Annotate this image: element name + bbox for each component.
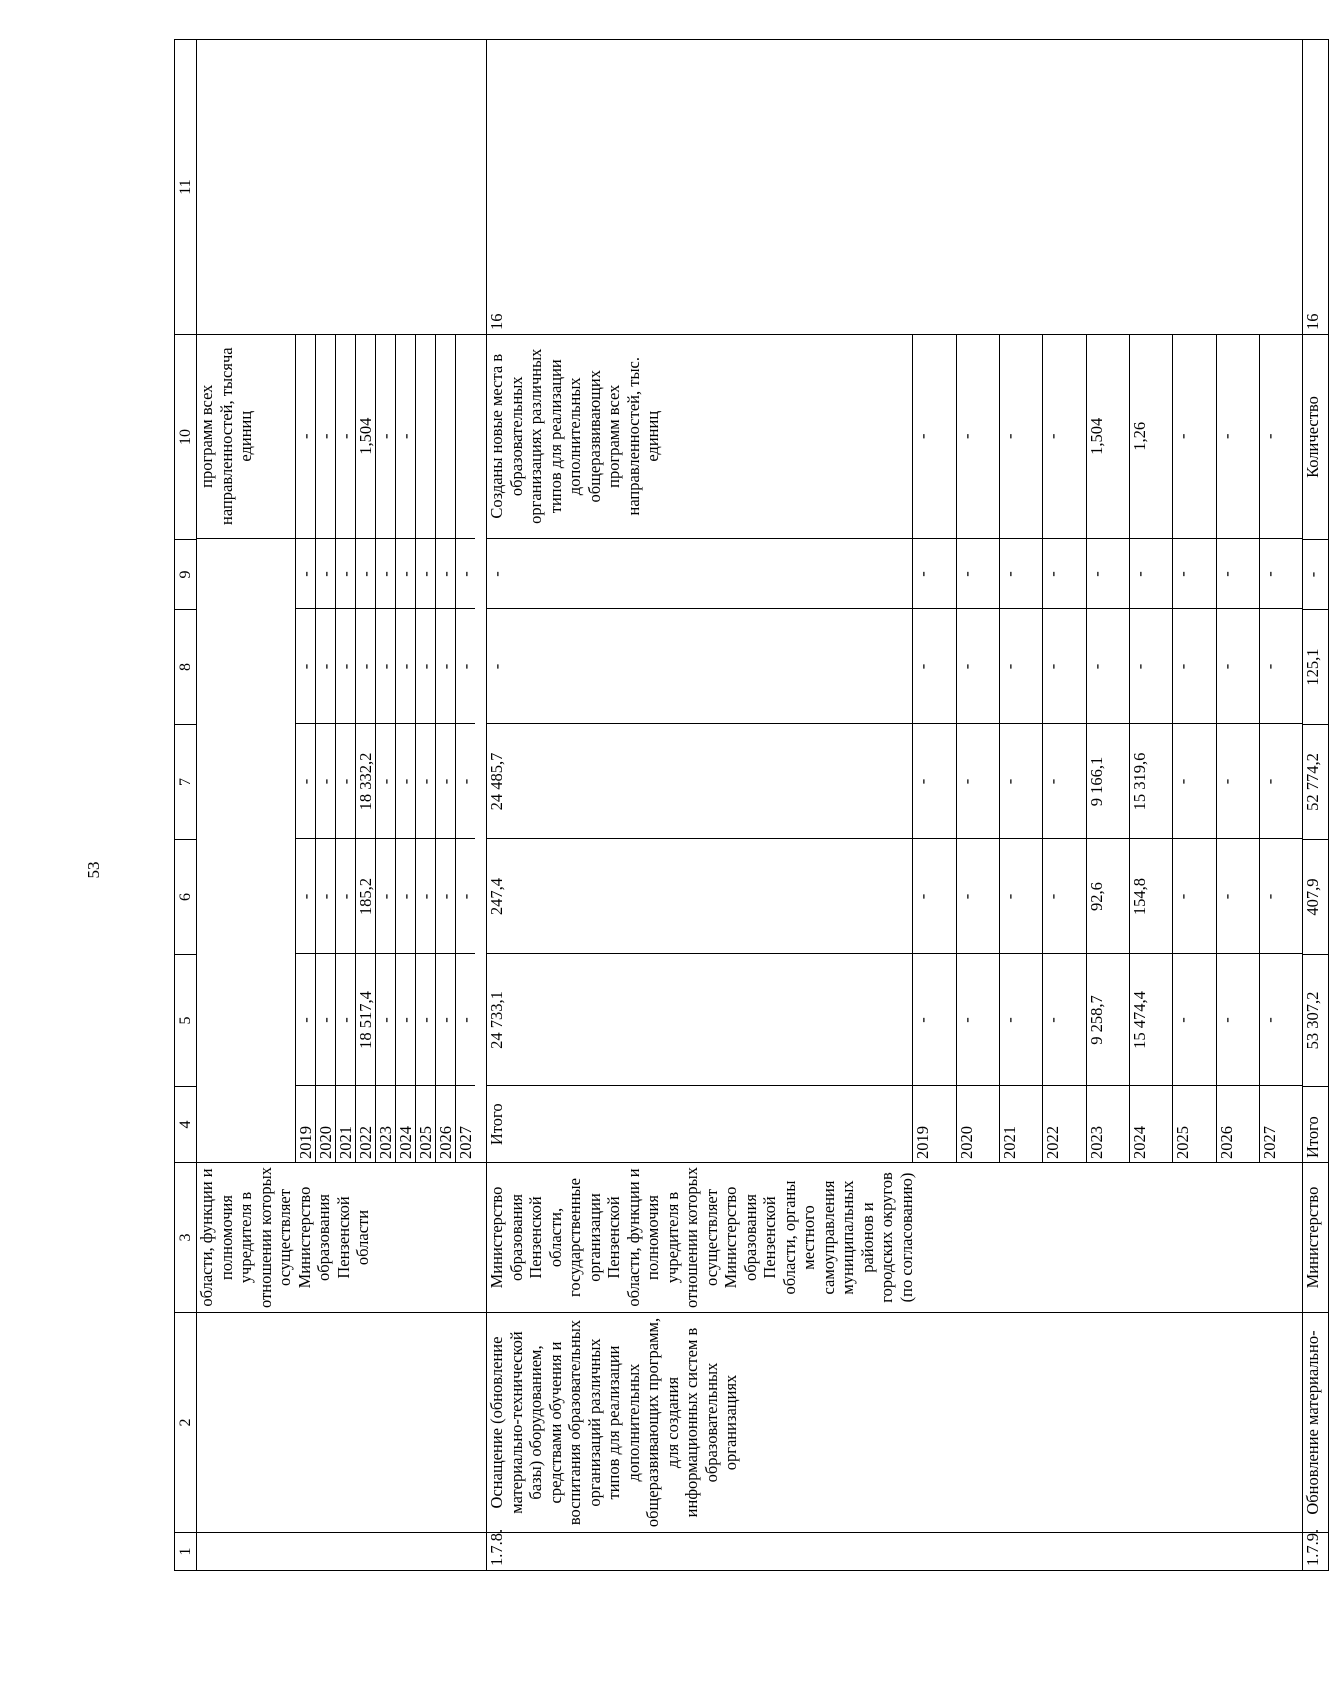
block-c-num: 1.7.9. — [1303, 1533, 1329, 1571]
value-cell: 15 319,6 — [1130, 724, 1173, 839]
block-b-total-6: 247,4 — [487, 839, 913, 954]
value-cell — [416, 334, 436, 539]
value-cell: - — [1043, 334, 1086, 539]
value-cell: - — [396, 839, 416, 954]
rotated-table-wrapper — [174, 40, 1322, 1571]
value-cell: - — [316, 839, 336, 954]
year-cell: 2023 — [376, 1086, 396, 1162]
value-cell: - — [296, 724, 316, 839]
block-a-col11 — [197, 40, 487, 335]
year-row — [436, 334, 456, 1162]
value-cell: - — [1216, 724, 1259, 839]
value-cell: - — [1173, 334, 1216, 539]
block-b-total-7: 24 485,7 — [487, 724, 913, 839]
value-cell: - — [456, 954, 476, 1086]
value-cell: - — [376, 609, 396, 724]
value-cell: - — [1000, 334, 1043, 539]
value-cell: - — [296, 539, 316, 609]
block-c-col4: Итого — [1303, 1087, 1329, 1163]
value-cell: - — [456, 609, 476, 724]
value-cell: - — [296, 954, 316, 1086]
value-cell: 185,2 — [356, 839, 376, 954]
value-cell: - — [1173, 954, 1216, 1086]
value-cell: 1,26 — [1130, 334, 1173, 539]
value-cell: 1,504 — [1086, 334, 1129, 539]
col-header: 3 — [175, 1163, 197, 1313]
value-cell: - — [1216, 839, 1259, 954]
value-cell: - — [913, 954, 956, 1086]
value-cell: - — [316, 724, 336, 839]
value-cell: - — [1043, 724, 1086, 839]
value-cell: 92,6 — [1086, 839, 1129, 954]
value-cell: - — [1260, 539, 1302, 609]
value-cell: 18 517,4 — [356, 954, 376, 1086]
value-cell: - — [396, 609, 416, 724]
block-a-executor: области, функции и полномочия учредителя в отношении которых осуществляет Министерство образования Пензенской области — [197, 1163, 487, 1313]
year-row — [1043, 334, 1086, 1162]
value-cell — [436, 334, 456, 539]
year-cell: 2024 — [396, 1086, 416, 1162]
value-cell: - — [416, 954, 436, 1086]
value-cell: - — [356, 609, 376, 724]
value-cell: - — [416, 539, 436, 609]
value-cell: - — [396, 539, 416, 609]
year-cell: 2023 — [1086, 1086, 1129, 1162]
value-cell: - — [356, 539, 376, 609]
value-cell: - — [336, 539, 356, 609]
year-cell: 2021 — [336, 1086, 356, 1162]
value-cell: - — [336, 839, 356, 954]
col-header: 8 — [175, 610, 197, 725]
value-cell: - — [396, 724, 416, 839]
value-cell: 9 166,1 — [1086, 724, 1129, 839]
value-cell: - — [913, 539, 956, 609]
col-header: 5 — [175, 955, 197, 1087]
block-c-row — [1303, 40, 1329, 1571]
year-row — [913, 334, 956, 1162]
value-cell: - — [436, 839, 456, 954]
value-cell: - — [913, 839, 956, 954]
value-cell: - — [436, 539, 456, 609]
page-number: 53 — [84, 861, 103, 879]
block-a-row — [197, 40, 487, 1571]
value-cell: - — [1086, 539, 1129, 609]
value-cell: - — [416, 724, 436, 839]
value-cell: - — [1260, 839, 1302, 954]
value-cell: - — [1216, 609, 1259, 724]
year-row — [416, 334, 436, 1162]
value-cell: - — [1043, 839, 1086, 954]
year-cell: 2025 — [416, 1086, 436, 1162]
block-b-name: Оснащение (обновление материально-технической базы) оборудованием, средствами обучения и воспитания образовательных организаций различных типов для реализации дополнительных общеразвивающих программ, для создания информационных систем в образовательных организациях — [487, 1313, 1303, 1533]
value-cell: - — [956, 839, 999, 954]
value-cell: - — [1000, 839, 1043, 954]
value-cell: - — [1216, 334, 1259, 539]
value-cell: - — [336, 334, 356, 539]
block-c-col9: - — [1303, 540, 1329, 610]
block-b-total-label: Итого — [487, 1103, 506, 1146]
value-cell: - — [956, 954, 999, 1086]
block-b-total-9: - — [487, 539, 913, 609]
value-cell: - — [1130, 539, 1173, 609]
value-cell: - — [1086, 609, 1129, 724]
value-cell: - — [456, 724, 476, 839]
year-row — [1130, 334, 1173, 1162]
value-cell: - — [376, 334, 396, 539]
value-cell — [456, 334, 476, 539]
header-row — [175, 40, 197, 1571]
value-cell: - — [1000, 539, 1043, 609]
value-cell: - — [1043, 539, 1086, 609]
block-c-executor: Министерство — [1303, 1163, 1329, 1313]
year-cell: 2020 — [956, 1086, 999, 1162]
value-cell: - — [1173, 539, 1216, 609]
value-cell: - — [436, 954, 456, 1086]
value-cell: - — [456, 839, 476, 954]
block-b-col11: 16 — [487, 40, 1303, 335]
value-cell: - — [316, 539, 336, 609]
year-cell: 2026 — [1216, 1086, 1259, 1162]
block-c-name: Обновление материально- — [1303, 1313, 1329, 1533]
value-cell: - — [913, 334, 956, 539]
value-cell: - — [316, 609, 336, 724]
value-cell: - — [376, 724, 396, 839]
value-cell: - — [376, 539, 396, 609]
value-cell: - — [1260, 609, 1302, 724]
year-cell: 2022 — [356, 1086, 376, 1162]
col-header: 6 — [175, 840, 197, 955]
value-cell: - — [436, 724, 456, 839]
col-header: 9 — [175, 540, 197, 610]
year-row — [1260, 334, 1302, 1162]
value-cell: - — [336, 724, 356, 839]
col-header: 1 — [175, 1533, 197, 1571]
block-a-name — [197, 1313, 487, 1533]
value-cell: - — [1000, 724, 1043, 839]
block-b-row — [487, 40, 1303, 1571]
value-cell: 9 258,7 — [1086, 954, 1129, 1086]
block-c-col8: 125,1 — [1303, 610, 1329, 725]
value-cell: - — [336, 609, 356, 724]
value-cell: - — [956, 334, 999, 539]
value-cell: - — [956, 724, 999, 839]
year-cell: 2020 — [316, 1086, 336, 1162]
block-b-executor: Министерство образования Пензенской области, государственные организации Пензенской области, функции и полномочия учредителя в отношении которых осуществляет Министерство образования Пензенской области, органы местного самоуправления муниципальных районов и городских округов (по согласованию) — [487, 1163, 1303, 1313]
block-a-num — [197, 1533, 487, 1571]
year-cell: 2024 — [1130, 1086, 1173, 1162]
year-cell: 2021 — [1000, 1086, 1043, 1162]
value-cell: - — [1216, 539, 1259, 609]
value-cell: - — [296, 609, 316, 724]
value-cell: - — [1260, 954, 1302, 1086]
block-c-col11: 16 — [1303, 40, 1329, 335]
value-cell: - — [296, 839, 316, 954]
year-cell: 2022 — [1043, 1086, 1086, 1162]
value-cell: - — [1000, 609, 1043, 724]
value-cell: - — [396, 334, 416, 539]
value-cell: - — [913, 724, 956, 839]
value-cell: 15 474,4 — [1130, 954, 1173, 1086]
col-header: 4 — [175, 1087, 197, 1163]
year-row — [1173, 334, 1216, 1162]
budget-table — [174, 40, 1322, 1571]
value-cell: - — [956, 539, 999, 609]
value-cell: - — [1173, 724, 1216, 839]
year-cell: 2025 — [1173, 1086, 1216, 1162]
value-cell: - — [436, 609, 456, 724]
value-cell: - — [416, 609, 436, 724]
value-cell: - — [296, 334, 316, 539]
value-cell: 1,504 — [356, 334, 376, 539]
year-cell: 2027 — [1260, 1086, 1302, 1162]
year-cell: 2027 — [456, 1086, 476, 1162]
value-cell: - — [1260, 334, 1302, 539]
block-c-col6: 407,9 — [1303, 840, 1329, 955]
value-cell: - — [913, 609, 956, 724]
value-cell: - — [1043, 954, 1086, 1086]
col-header: 11 — [175, 40, 197, 335]
value-cell: - — [396, 954, 416, 1086]
year-row — [316, 334, 336, 1162]
col-header: 2 — [175, 1313, 197, 1533]
year-row — [1000, 334, 1043, 1162]
year-cell: 2026 — [436, 1086, 456, 1162]
year-row — [456, 334, 476, 1162]
year-row — [1216, 334, 1259, 1162]
value-cell: - — [316, 954, 336, 1086]
year-row — [1086, 334, 1129, 1162]
value-cell: - — [416, 839, 436, 954]
block-b-total-8: - — [487, 609, 913, 724]
block-a-indicator: программ всех направленностей, тысяча единиц — [197, 334, 296, 539]
block-a-subtable — [197, 334, 475, 1162]
year-row — [336, 334, 356, 1162]
block-c-col5: 53 307,2 — [1303, 955, 1329, 1087]
value-cell: - — [1173, 609, 1216, 724]
year-row — [396, 334, 416, 1162]
value-cell: - — [1260, 724, 1302, 839]
value-cell: - — [1216, 954, 1259, 1086]
col-header: 10 — [175, 335, 197, 540]
value-cell: - — [376, 839, 396, 954]
block-b-subtable — [487, 334, 1302, 1162]
year-cell: 2019 — [913, 1086, 956, 1162]
block-b-indicator: Созданы новые места в образовательных организациях различных типов для реализации дополнительных общеразвивающих программ всех направленностей, тыс. единиц — [487, 334, 913, 539]
year-cell: 2019 — [296, 1086, 316, 1162]
block-c-col7: 52 774,2 — [1303, 725, 1329, 840]
value-cell: 18 332,2 — [356, 724, 376, 839]
value-cell: - — [376, 954, 396, 1086]
block-c-col10: Количество — [1303, 335, 1329, 540]
year-row — [376, 334, 396, 1162]
block-a-values — [197, 335, 487, 1163]
block-b-total-5: 24 733,1 — [487, 954, 913, 1086]
value-cell: 154,8 — [1130, 839, 1173, 954]
year-row — [296, 334, 316, 1162]
value-cell: - — [1130, 609, 1173, 724]
block-b-values — [487, 335, 1303, 1163]
value-cell: - — [316, 334, 336, 539]
year-row — [356, 334, 376, 1162]
value-cell: - — [956, 609, 999, 724]
value-cell: - — [336, 954, 356, 1086]
year-row — [956, 334, 999, 1162]
col-header: 7 — [175, 725, 197, 840]
value-cell: - — [1043, 609, 1086, 724]
block-b-num: 1.7.8. — [487, 1533, 1303, 1571]
value-cell: - — [456, 539, 476, 609]
value-cell: - — [1173, 839, 1216, 954]
value-cell: - — [1000, 954, 1043, 1086]
